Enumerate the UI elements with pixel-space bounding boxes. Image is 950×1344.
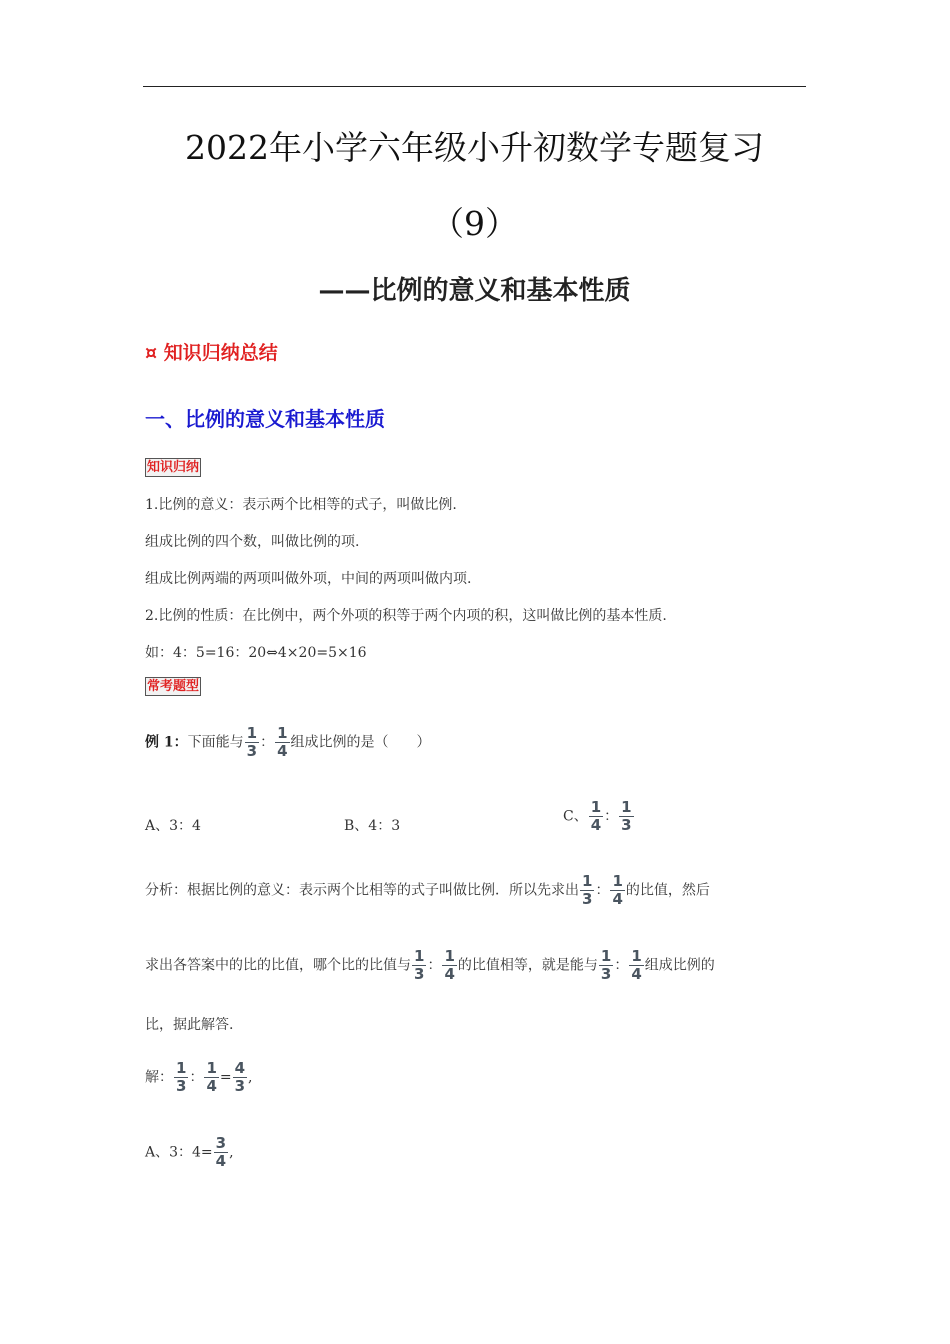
fraction: $\frac{1}{4}$ [631,947,642,983]
fraction: $\frac{1}{3}$ [246,724,258,760]
fraction: $\frac{4}{3}$ [234,1059,246,1095]
fraction: $\frac{1}{4}$ [206,1059,217,1095]
analysis-line-1: 分析：根据比例的意义：表示两个比相等的式子叫做比例．所以先求出 $\frac{1}{3}$ ： $\frac{1}{4}$ 的比值，然后 [145,872,710,908]
fraction: $\frac{1}{3}$ [582,872,593,908]
solution-line: 解： $\frac{1}{3}$ ： $\frac{1}{4}$ = $\frac{4}{3}$ , [145,1059,253,1095]
fraction: $\frac{3}{4}$ [215,1134,227,1170]
option-a: A、3：4 [145,818,201,834]
section-heading-ratio: 一、比例的意义和基本性质 [145,407,385,431]
analysis-line-3: 比，据此解答. [145,1017,234,1033]
page-title-number: （9） [431,204,518,243]
page-subtitle: ——比例的意义和基本性质 [318,276,631,306]
knowledge-line-5: 如：4：5=16：20⇔4×20=5×16 [145,645,367,661]
answer-a-line: A、3：4= $\frac{3}{4}$ , [145,1134,234,1170]
option-b: B、4：3 [344,818,401,834]
analysis-line-2: 求出各答案中的比的比值，哪个比的比值与 $\frac{1}{3}$ ： $\frac{1}{4}$ 的比值相等，就是能与 $\frac{1}{3}$ ： $\frac{1}{4}$ 组成比例的 [145,947,715,983]
fraction: $\frac{1}{3}$ [621,798,632,834]
fraction: $\frac{1}{4}$ [444,947,455,983]
knowledge-line-2: 组成比例的四个数，叫做比例的项. [145,534,360,550]
top-rule [143,86,806,87]
option-c: C、 $\frac{1}{4}$ ： $\frac{1}{3}$ [563,798,632,834]
tag-knowledge: 知识归纳 [147,460,200,475]
fraction: $\frac{1}{3}$ [600,947,612,983]
fraction: $\frac{1}{3}$ [414,947,425,983]
fraction: $\frac{1}{4}$ [612,872,623,908]
example-label: 例 1： [145,734,188,751]
fraction: $\frac{1}{4}$ [590,798,602,834]
section-heading-summary: ¤ 知识归纳总结 [145,342,278,364]
fraction: $\frac{1}{4}$ [277,724,288,760]
page-title: 2022年小学六年级小升初数学专题复习 [185,128,764,167]
tag-common-questions: 常考题型 [147,679,200,694]
knowledge-line-4: 2.比例的性质：在比例中，两个外项的积等于两个内项的积，这叫做比例的基本性质. [145,608,667,624]
knowledge-line-1: 1.比例的意义：表示两个比相等的式子，叫做比例. [145,497,457,513]
fraction: $\frac{1}{3}$ [176,1059,187,1095]
example-1: 例 1：下面能与 $\frac{1}{3}$ ： $\frac{1}{4}$ 组成比例的是（ ） [145,724,431,760]
knowledge-line-3: 组成比例两端的两项叫做外项，中间的两项叫做内项. [145,571,472,587]
